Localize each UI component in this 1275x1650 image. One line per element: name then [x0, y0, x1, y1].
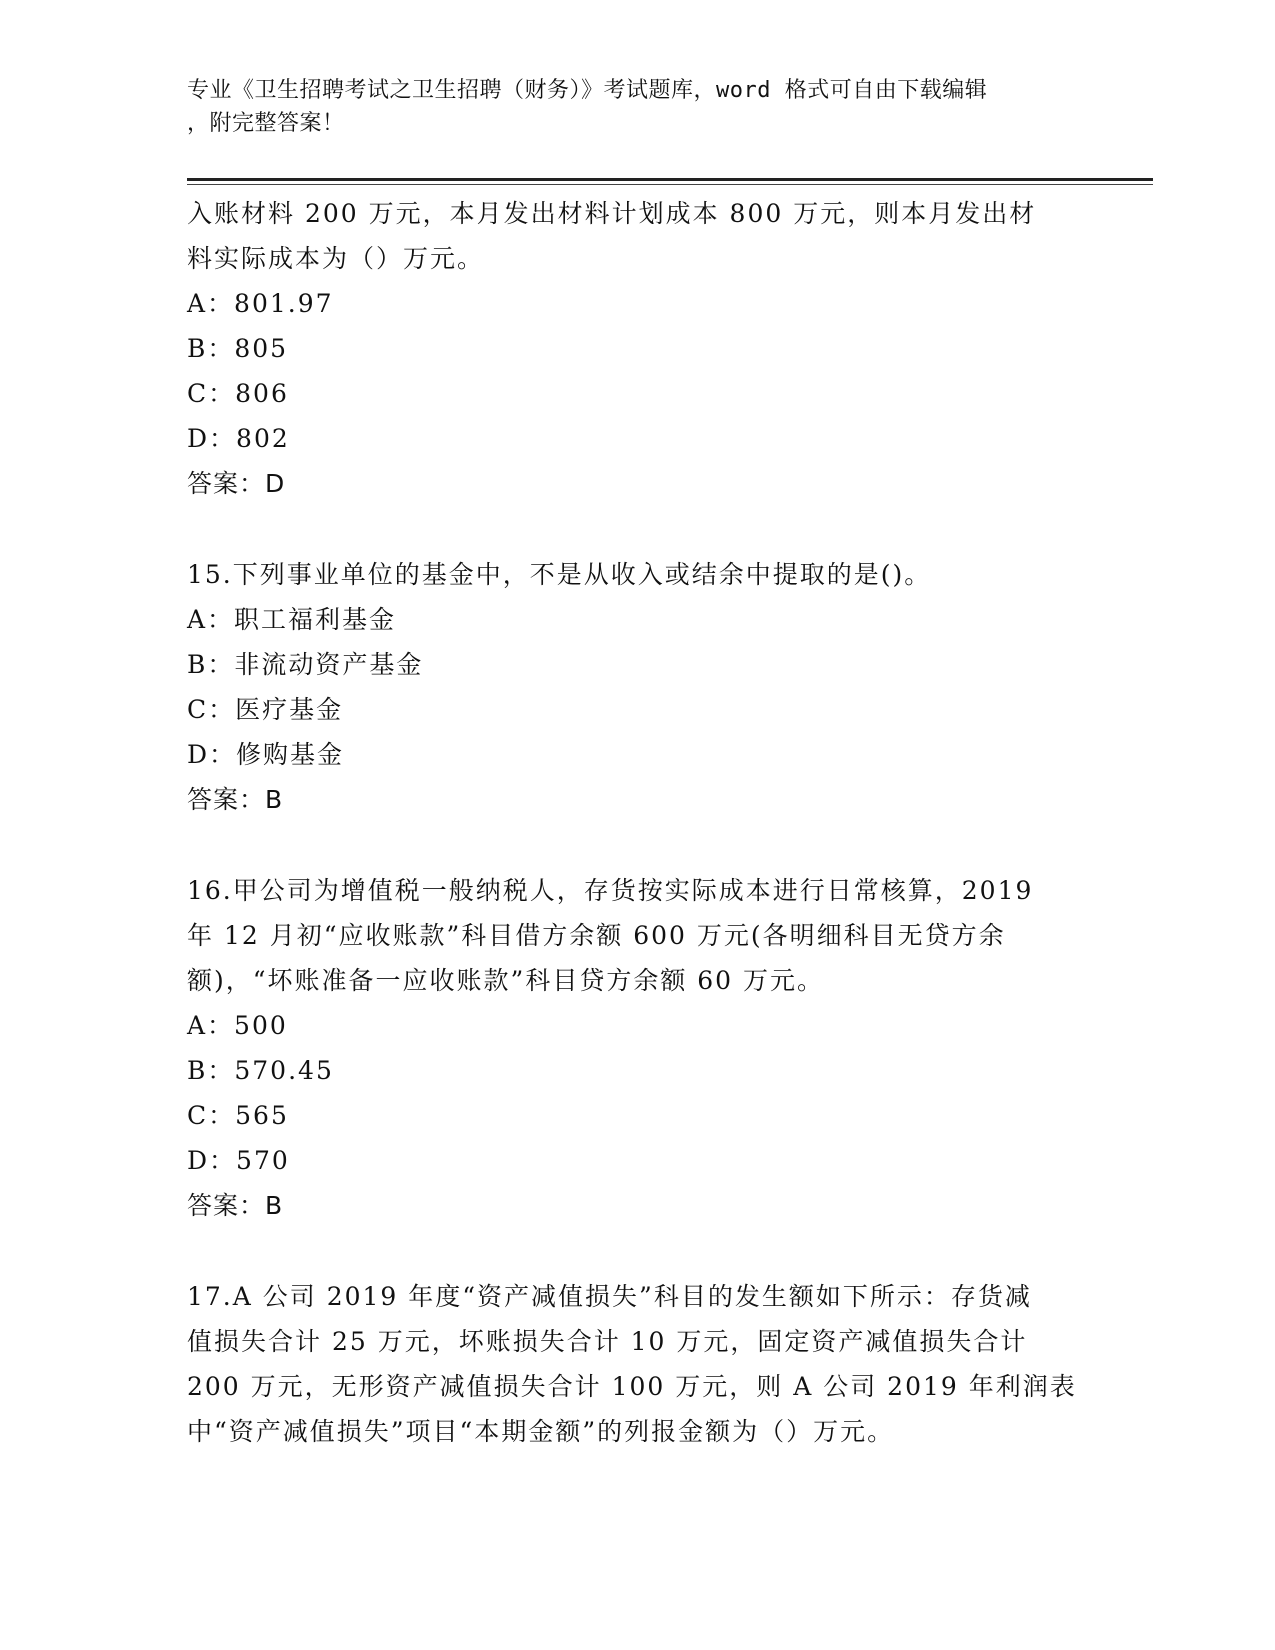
question-text-line: 值损失合计 25 万元，坏账损失合计 10 万元，固定资产减值损失合计 [187, 1327, 1028, 1356]
option-a: A：职工福利基金 [187, 605, 397, 634]
answer-label: 答案：D [187, 469, 286, 498]
question-text-line: 15.下列事业单位的基金中，不是从收入或结余中提取的是()。 [187, 560, 932, 589]
question-17 [187, 1274, 1087, 1454]
header-line-1: 专业《卫生招聘考试之卫生招聘（财务）》考试题库，word 格式可自由下载编辑 [187, 78, 988, 103]
option-b: B：805 [187, 334, 289, 363]
question-text-line: 额)，“坏账准备一应收账款”科目贷方余额 60 万元。 [187, 966, 825, 995]
header-divider-thin [187, 184, 1153, 185]
option-a: A：801.97 [187, 289, 334, 318]
option-c: C：医疗基金 [187, 695, 344, 724]
question-text [187, 1274, 1087, 1454]
question-15 [187, 552, 1087, 822]
option-c: C：806 [187, 379, 289, 408]
question-text-line: 17.A 公司 2019 年度“资产减值损失”科目的发生额如下所示：存货减 [187, 1282, 1032, 1311]
option-d: D：570 [187, 1146, 290, 1175]
question-text-line: 料实际成本为（）万元。 [187, 244, 485, 273]
option-c: C：565 [187, 1101, 289, 1130]
header-divider-thick [187, 178, 1153, 181]
question-text-line: 年 12 月初“应收账款”科目借方余额 600 万元(各明细科目无贷方余 [187, 921, 1006, 950]
question-text-line: 200 万元，无形资产减值损失合计 100 万元，则 A 公司 2019 年利润表 [187, 1372, 1077, 1401]
option-d: D：修购基金 [187, 740, 345, 769]
header-line-2: ，附完整答案！ [187, 111, 345, 136]
option-b: B：非流动资产基金 [187, 650, 424, 679]
question-text [187, 552, 1087, 597]
answer-label: 答案：B [187, 785, 284, 814]
question-text-line: 入账材料 200 万元，本月发出材料计划成本 800 万元，则本月发出材 [187, 199, 1037, 228]
option-d: D：802 [187, 424, 290, 453]
option-a: A：500 [187, 1011, 288, 1040]
question-16 [187, 868, 1087, 1228]
document-header [187, 74, 1067, 140]
option-b: B：570.45 [187, 1056, 334, 1085]
question-text-line: 中“资产减值损失”项目“本期金额”的列报金额为（）万元。 [187, 1417, 895, 1446]
answer-label: 答案：B [187, 1191, 284, 1220]
question-list [187, 191, 1087, 1454]
question-text [187, 191, 1087, 281]
question-14 [187, 191, 1087, 506]
question-text [187, 868, 1087, 1003]
question-text-line: 16.甲公司为增值税一般纳税人，存货按实际成本进行日常核算，2019 [187, 876, 1034, 905]
